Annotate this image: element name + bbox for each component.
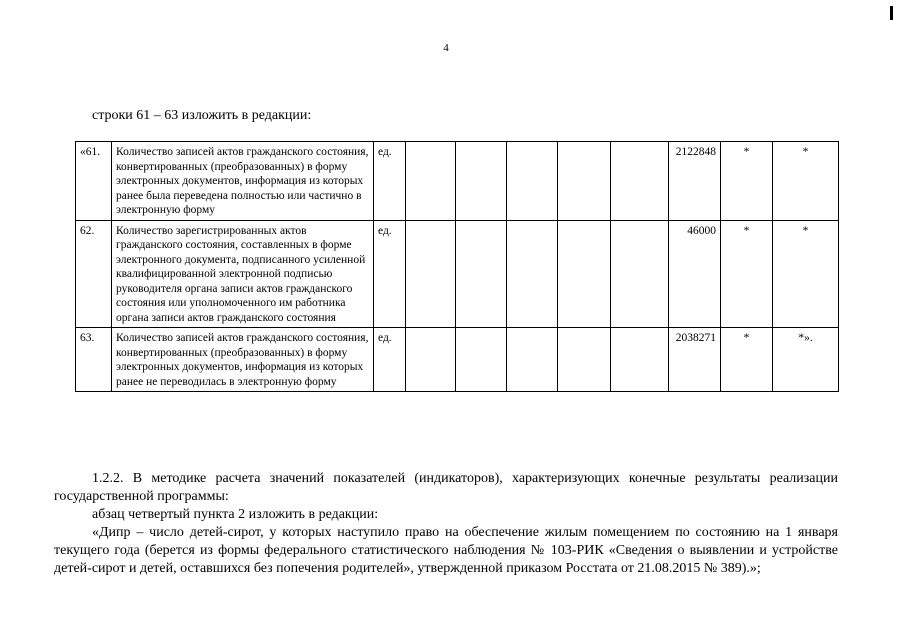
row-number: «61. (76, 142, 112, 221)
row-mark: *». (773, 328, 839, 392)
edge-mark (890, 6, 893, 20)
table-row (76, 220, 839, 328)
page-number: 4 (443, 42, 449, 54)
row-mark: * (773, 220, 839, 328)
row-number: 63. (76, 328, 112, 392)
empty-cell (558, 142, 611, 221)
empty-cell (507, 220, 558, 328)
row-mark: * (721, 142, 773, 221)
intro-line: строки 61 – 63 изложить в редакции: (92, 108, 312, 123)
table-row (76, 328, 839, 392)
empty-cell (611, 220, 669, 328)
row-unit: ед. (374, 142, 406, 221)
row-unit: ед. (374, 328, 406, 392)
table-row (76, 142, 839, 221)
paragraph-definition: «Дипр – число детей-сирот, у которых наступило право на обеспечение жилым помещением по состоянию на 1 января текущего года (берется из формы федерального статистического наблюдения № 103-РИК «Сведения о выявлении и устройстве детей-сирот и детей, оставшихся без попечения родителей», утвержденной приказом Росстата от 21.08.2015 № 389).»; (54, 525, 838, 576)
row-value: 2038271 (669, 328, 721, 392)
empty-cell (558, 328, 611, 392)
paragraph-instruction: абзац четвертый пункта 2 изложить в редакции: (92, 507, 379, 522)
paragraph-methodology: 1.2.2. В методике расчета значений показателей (индикаторов), характеризующих конечные результаты реализации государственной программы: (54, 471, 838, 504)
row-description: Количество записей актов гражданского состояния, конвертированных (преобразованных) в форму электронных документов, информация из которых ранее не переводилась в электронную форму (112, 328, 374, 392)
row-description: Количество записей актов гражданского состояния, конвертированных (преобразованных) в форму электронных документов, информация из которых ранее была переведена полностью или частично в электронную форму (112, 142, 374, 221)
row-unit: ед. (374, 220, 406, 328)
empty-cell (507, 328, 558, 392)
row-mark: * (721, 328, 773, 392)
empty-cell (558, 220, 611, 328)
empty-cell (456, 220, 507, 328)
empty-cell (456, 328, 507, 392)
row-value: 46000 (669, 220, 721, 328)
empty-cell (507, 142, 558, 221)
amendment-table (75, 141, 839, 392)
empty-cell (611, 142, 669, 221)
empty-cell (611, 328, 669, 392)
empty-cell (406, 328, 456, 392)
empty-cell (406, 142, 456, 221)
row-mark: * (773, 142, 839, 221)
row-value: 2122848 (669, 142, 721, 221)
body-text (54, 470, 838, 578)
row-number: 62. (76, 220, 112, 328)
row-mark: * (721, 220, 773, 328)
empty-cell (456, 142, 507, 221)
row-description: Количество зарегистрированных актов гражданского состояния, составленных в форме электронного документа, подписанного усиленной квалифицированной электронной подписью руководителя органа записи актов гражданского состояния или уполномоченного им работника органа записи актов гражданского состояния (112, 220, 374, 328)
empty-cell (406, 220, 456, 328)
